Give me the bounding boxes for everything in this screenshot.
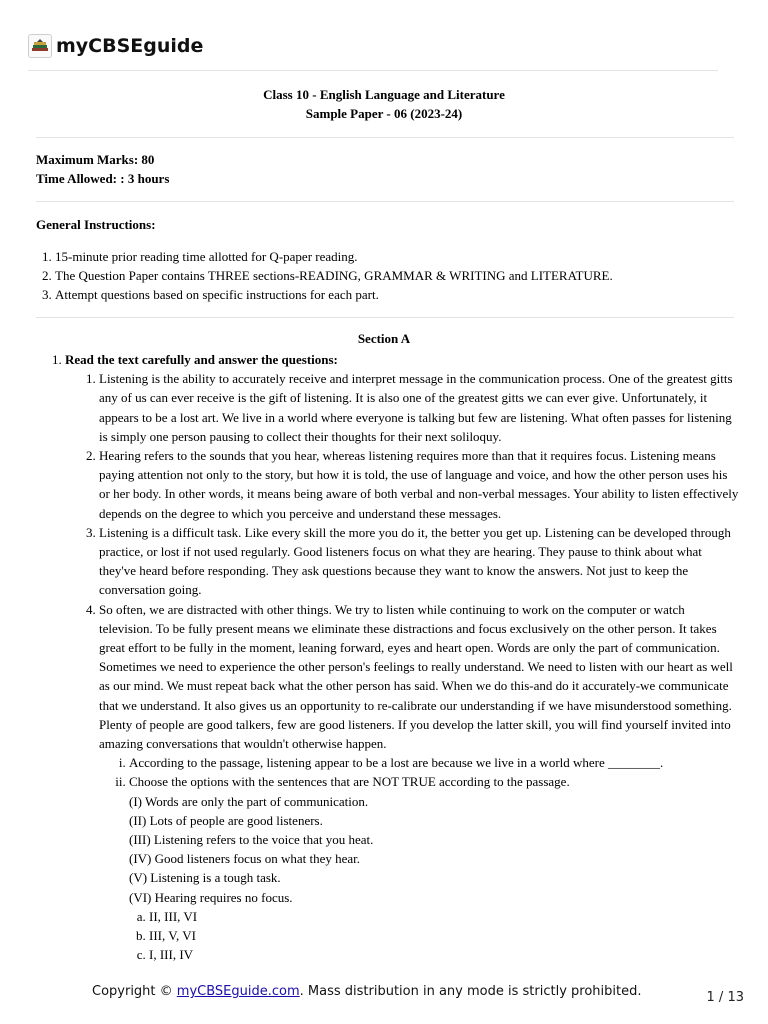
instruction-item: 2. The Question Paper contains THREE sections-READING, GRAMMAR & WRITING and LITERATURE.	[55, 266, 736, 285]
statement: (IV) Good listeners focus on what they hear.	[129, 851, 361, 867]
header-divider	[28, 70, 718, 71]
subquestion-list	[99, 753, 740, 964]
statement: (I) Words are only the part of communication.	[129, 793, 369, 809]
statement-list	[129, 792, 740, 907]
passage-paragraph	[99, 600, 740, 965]
passage-paragraph: 3. Listening is a difficult task. Like every skill the more you do it, the better you get up. Listening can be developed through practice, or lost if not used regularly. Good listeners focus on what they are hearing. They pause to think about what they've heard before responding. They ask questions because they want to know the answers. Not just to keep the conversation going.	[99, 523, 740, 600]
instruction-item: 3. Attempt questions based on specific instructions for each part.	[55, 285, 736, 304]
brand-name[interactable]: myCBSEguide	[56, 35, 204, 57]
section-title: Section A	[357, 331, 411, 346]
choice-option: c. I, III, IV	[149, 945, 740, 964]
choice-list	[129, 907, 740, 965]
passage-paragraph: 1. Listening is the ability to accurately receive and interpret message in the communication process. One of the greatest gitts any of us can ever receive is the gift of listening. It is also one of the greatest gitts we can ever give. Unfortunately, it appears to be a lost art. We live in a world where everyone is talking but few are listening. What often passes for listening is simply one person pausing to collect their thoughts for their next soliloquy.	[99, 369, 740, 446]
footer-suffix: . Mass distribution in any mode is strictly prohibited.	[299, 984, 642, 999]
passage	[65, 369, 740, 964]
statement: (II) Lots of people are good listeners.	[129, 812, 323, 828]
instruction-item: 1. 15-minute prior reading time allotted for Q-paper reading.	[55, 247, 736, 266]
statement: (III) Listening refers to the voice that you heat.	[129, 832, 374, 848]
time-allowed: Time Allowed: : 3 hours	[36, 171, 170, 186]
title-divider	[36, 137, 734, 138]
question-block	[50, 350, 740, 965]
max-marks: Maximum Marks: 80	[36, 152, 155, 167]
copyright-footer	[92, 984, 641, 999]
subquestion	[129, 772, 740, 964]
footer-prefix: Copyright ©	[92, 984, 177, 999]
passage-paragraph-text: So often, we are distracted with other things. We try to listen while continuing to work on the computer or watch television. To be fully present means we eliminate these distractions and focus exclusively on the other person. It takes great effort to be fully in the moment, leaning forward, eyes and heart open. Words are only the part of communication. Sometimes we need to experience the other person's feelings to really understand. We need to listen with our heart as well as our mind. We must repeat back what the other person has said. When we do this-and do it accurately-we communicate that we understand. It also gives us an opportunity to re-calibrate our understanding if we have misunderstood something. Plenty of people are good talkers, few are good listeners. If you develop the latter skill, you will find yourself invited into amazing conversations that wouldn't otherwise happen.	[99, 601, 733, 752]
instructions-divider	[36, 317, 734, 318]
subquestion: i. According to the passage, listening appear to be a lost are because we live in a world where ________.	[129, 753, 740, 772]
page-number: 1 / 13	[706, 990, 744, 1005]
choice-option: a. II, III, VI	[149, 907, 740, 926]
instructions-list	[36, 247, 736, 305]
books-logo-icon	[28, 34, 52, 58]
meta-divider	[36, 201, 734, 202]
passage-paragraph: 2. Hearing refers to the sounds that you hear, whereas listening requires more than that it requires focus. Listening means paying attention not only to the story, but how it is told, the use of language and voice, and how the other person uses his or her body. In other words, it means being aware of both verbal and non-verbal messages. Your ability to listen effectively depends on the degree to which you perceive and understand these messages.	[99, 446, 740, 523]
paper-subtitle: Sample Paper - 06 (2023-24)	[305, 106, 463, 121]
instructions-heading: General Instructions:	[36, 217, 156, 232]
choice-option: b. III, V, VI	[149, 926, 740, 945]
question-item	[65, 350, 740, 965]
subquestion-text: Choose the options with the sentences that are NOT TRUE according to the passage.	[129, 774, 570, 790]
site-header	[28, 32, 203, 60]
footer-link[interactable]: myCBSEguide.com	[176, 984, 300, 999]
statement: (VI) Hearing requires no focus.	[129, 889, 293, 905]
paper-title: Class 10 - English Language and Literature	[263, 87, 505, 102]
question-prompt: Read the text carefully and answer the questions:	[65, 352, 338, 367]
statement: (V) Listening is a tough task.	[129, 870, 281, 886]
